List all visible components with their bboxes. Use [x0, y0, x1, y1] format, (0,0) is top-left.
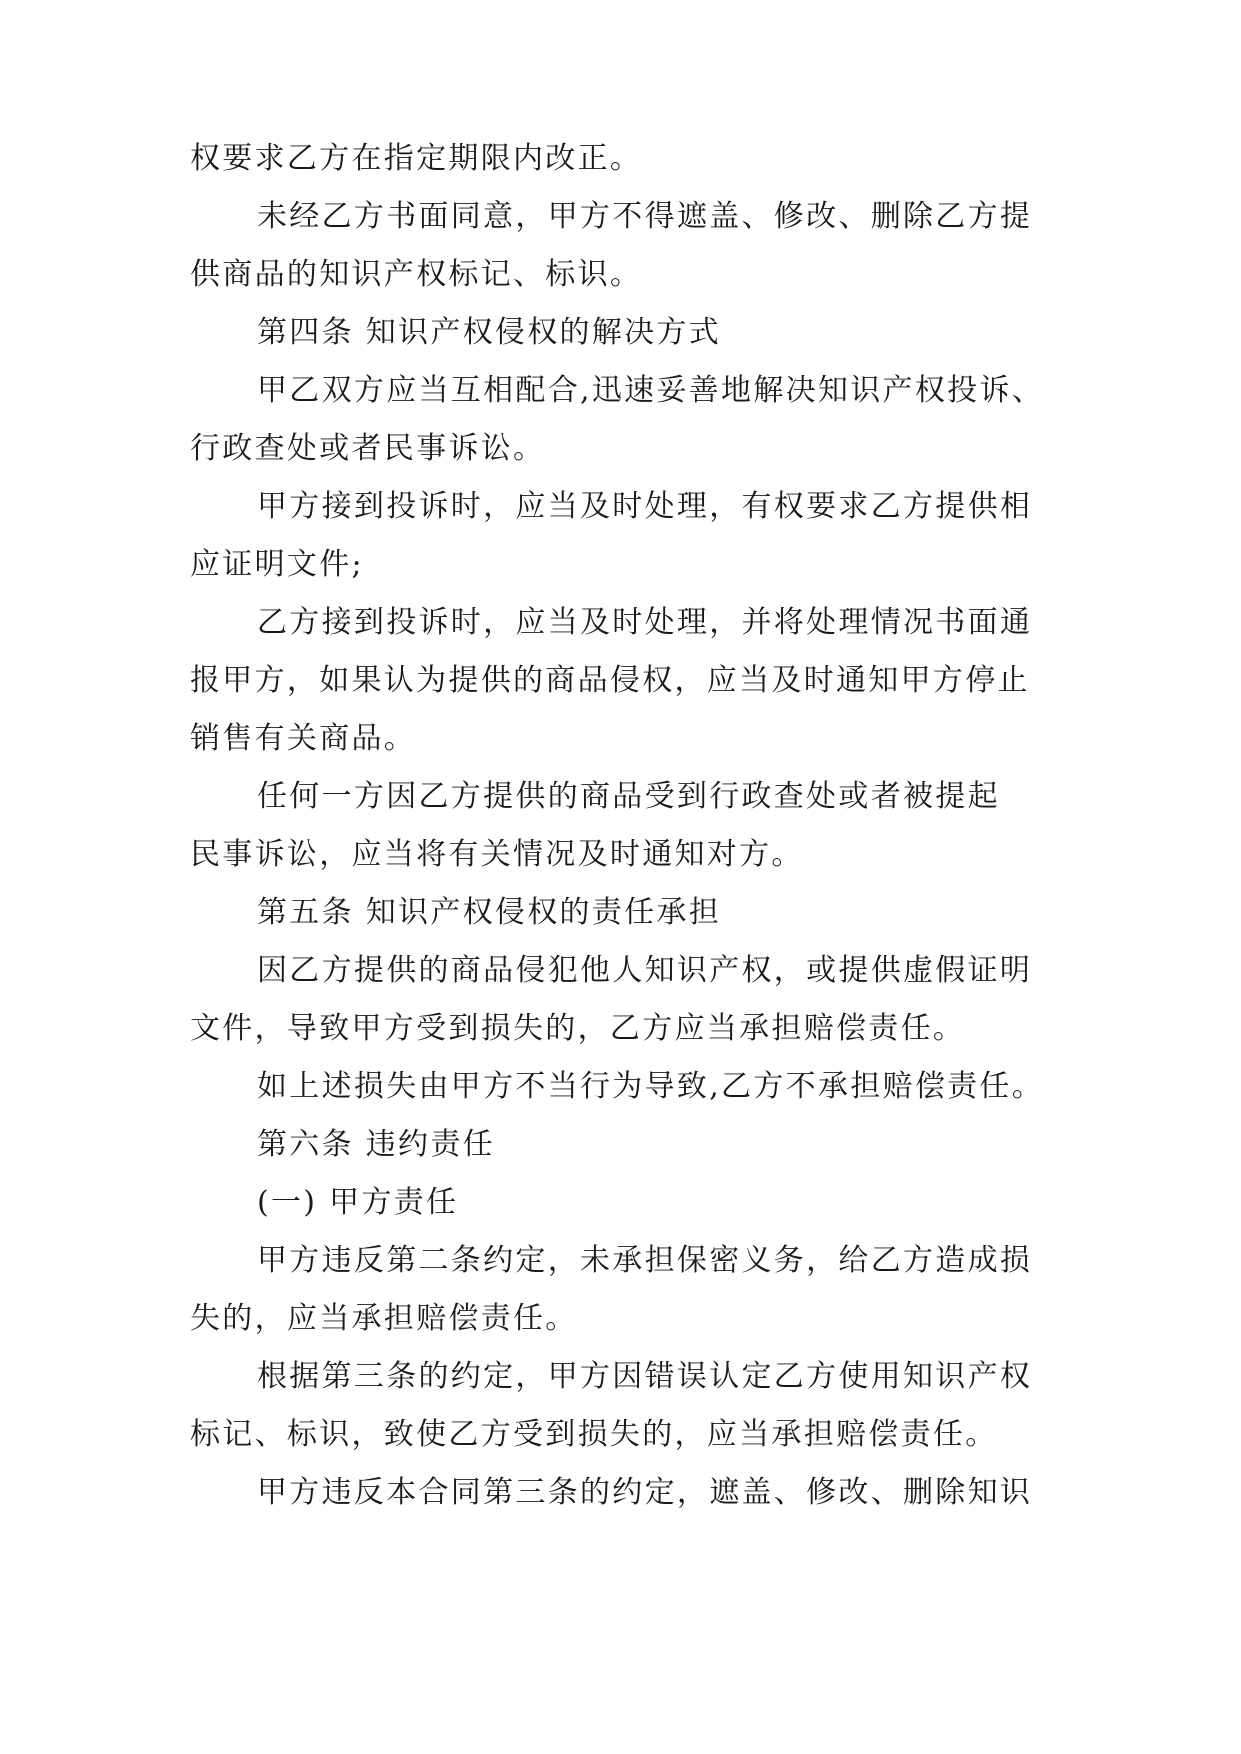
paragraph-line: 乙方接到投诉时，应当及时处理，并将处理情况书面通	[257, 605, 1033, 640]
paragraph-line: 未经乙方书面同意，甲方不得遮盖、修改、删除乙方提	[257, 199, 1033, 234]
paragraph-line: 甲方接到投诉时，应当及时处理，有权要求乙方提供相	[257, 489, 1033, 524]
paragraph-line: 应证明文件;	[190, 547, 364, 582]
paragraph-line: 权要求乙方在指定期限内改正。	[190, 141, 643, 176]
paragraph-line: 任何一方因乙方提供的商品受到行政查处或者被提起	[257, 779, 1000, 814]
paragraph-line: 根据第三条的约定，甲方因错误认定乙方使用知识产权	[257, 1359, 1033, 1394]
paragraph-line: 甲方违反第二条约定，未承担保密义务，给乙方造成损	[257, 1243, 1033, 1278]
paragraph-line: 甲乙双方应当互相配合,迅速妥善地解决知识产权投诉、	[257, 373, 1045, 408]
paragraph-line: 因乙方提供的商品侵犯他人知识产权，或提供虚假证明	[257, 953, 1033, 988]
section-heading: 第四条 知识产权侵权的解决方式	[257, 315, 722, 350]
paragraph-line: 行政查处或者民事诉讼。	[190, 431, 546, 466]
subsection-heading: (一) 甲方责任	[257, 1185, 459, 1220]
section-heading: 第五条 知识产权侵权的责任承担	[257, 895, 722, 930]
paragraph-line: 如上述损失由甲方不当行为导致,乙方不承担赔偿责任。	[257, 1069, 1045, 1104]
paragraph-line: 文件，导致甲方受到损失的，乙方应当承担赔偿责任。	[190, 1011, 966, 1046]
paragraph-line: 销售有关商品。	[190, 721, 417, 756]
paragraph-line: 报甲方，如果认为提供的商品侵权，应当及时通知甲方停止	[190, 663, 1030, 698]
section-heading: 第六条 违约责任	[257, 1127, 495, 1162]
paragraph-line: 民事诉讼，应当将有关情况及时通知对方。	[190, 837, 804, 872]
paragraph-line: 甲方违反本合同第三条的约定，遮盖、修改、删除知识	[257, 1475, 1033, 1510]
paragraph-line: 供商品的知识产权标记、标识。	[190, 257, 643, 292]
paragraph-line: 失的，应当承担赔偿责任。	[190, 1301, 578, 1336]
paragraph-line: 标记、标识，致使乙方受到损失的，应当承担赔偿责任。	[190, 1417, 998, 1452]
